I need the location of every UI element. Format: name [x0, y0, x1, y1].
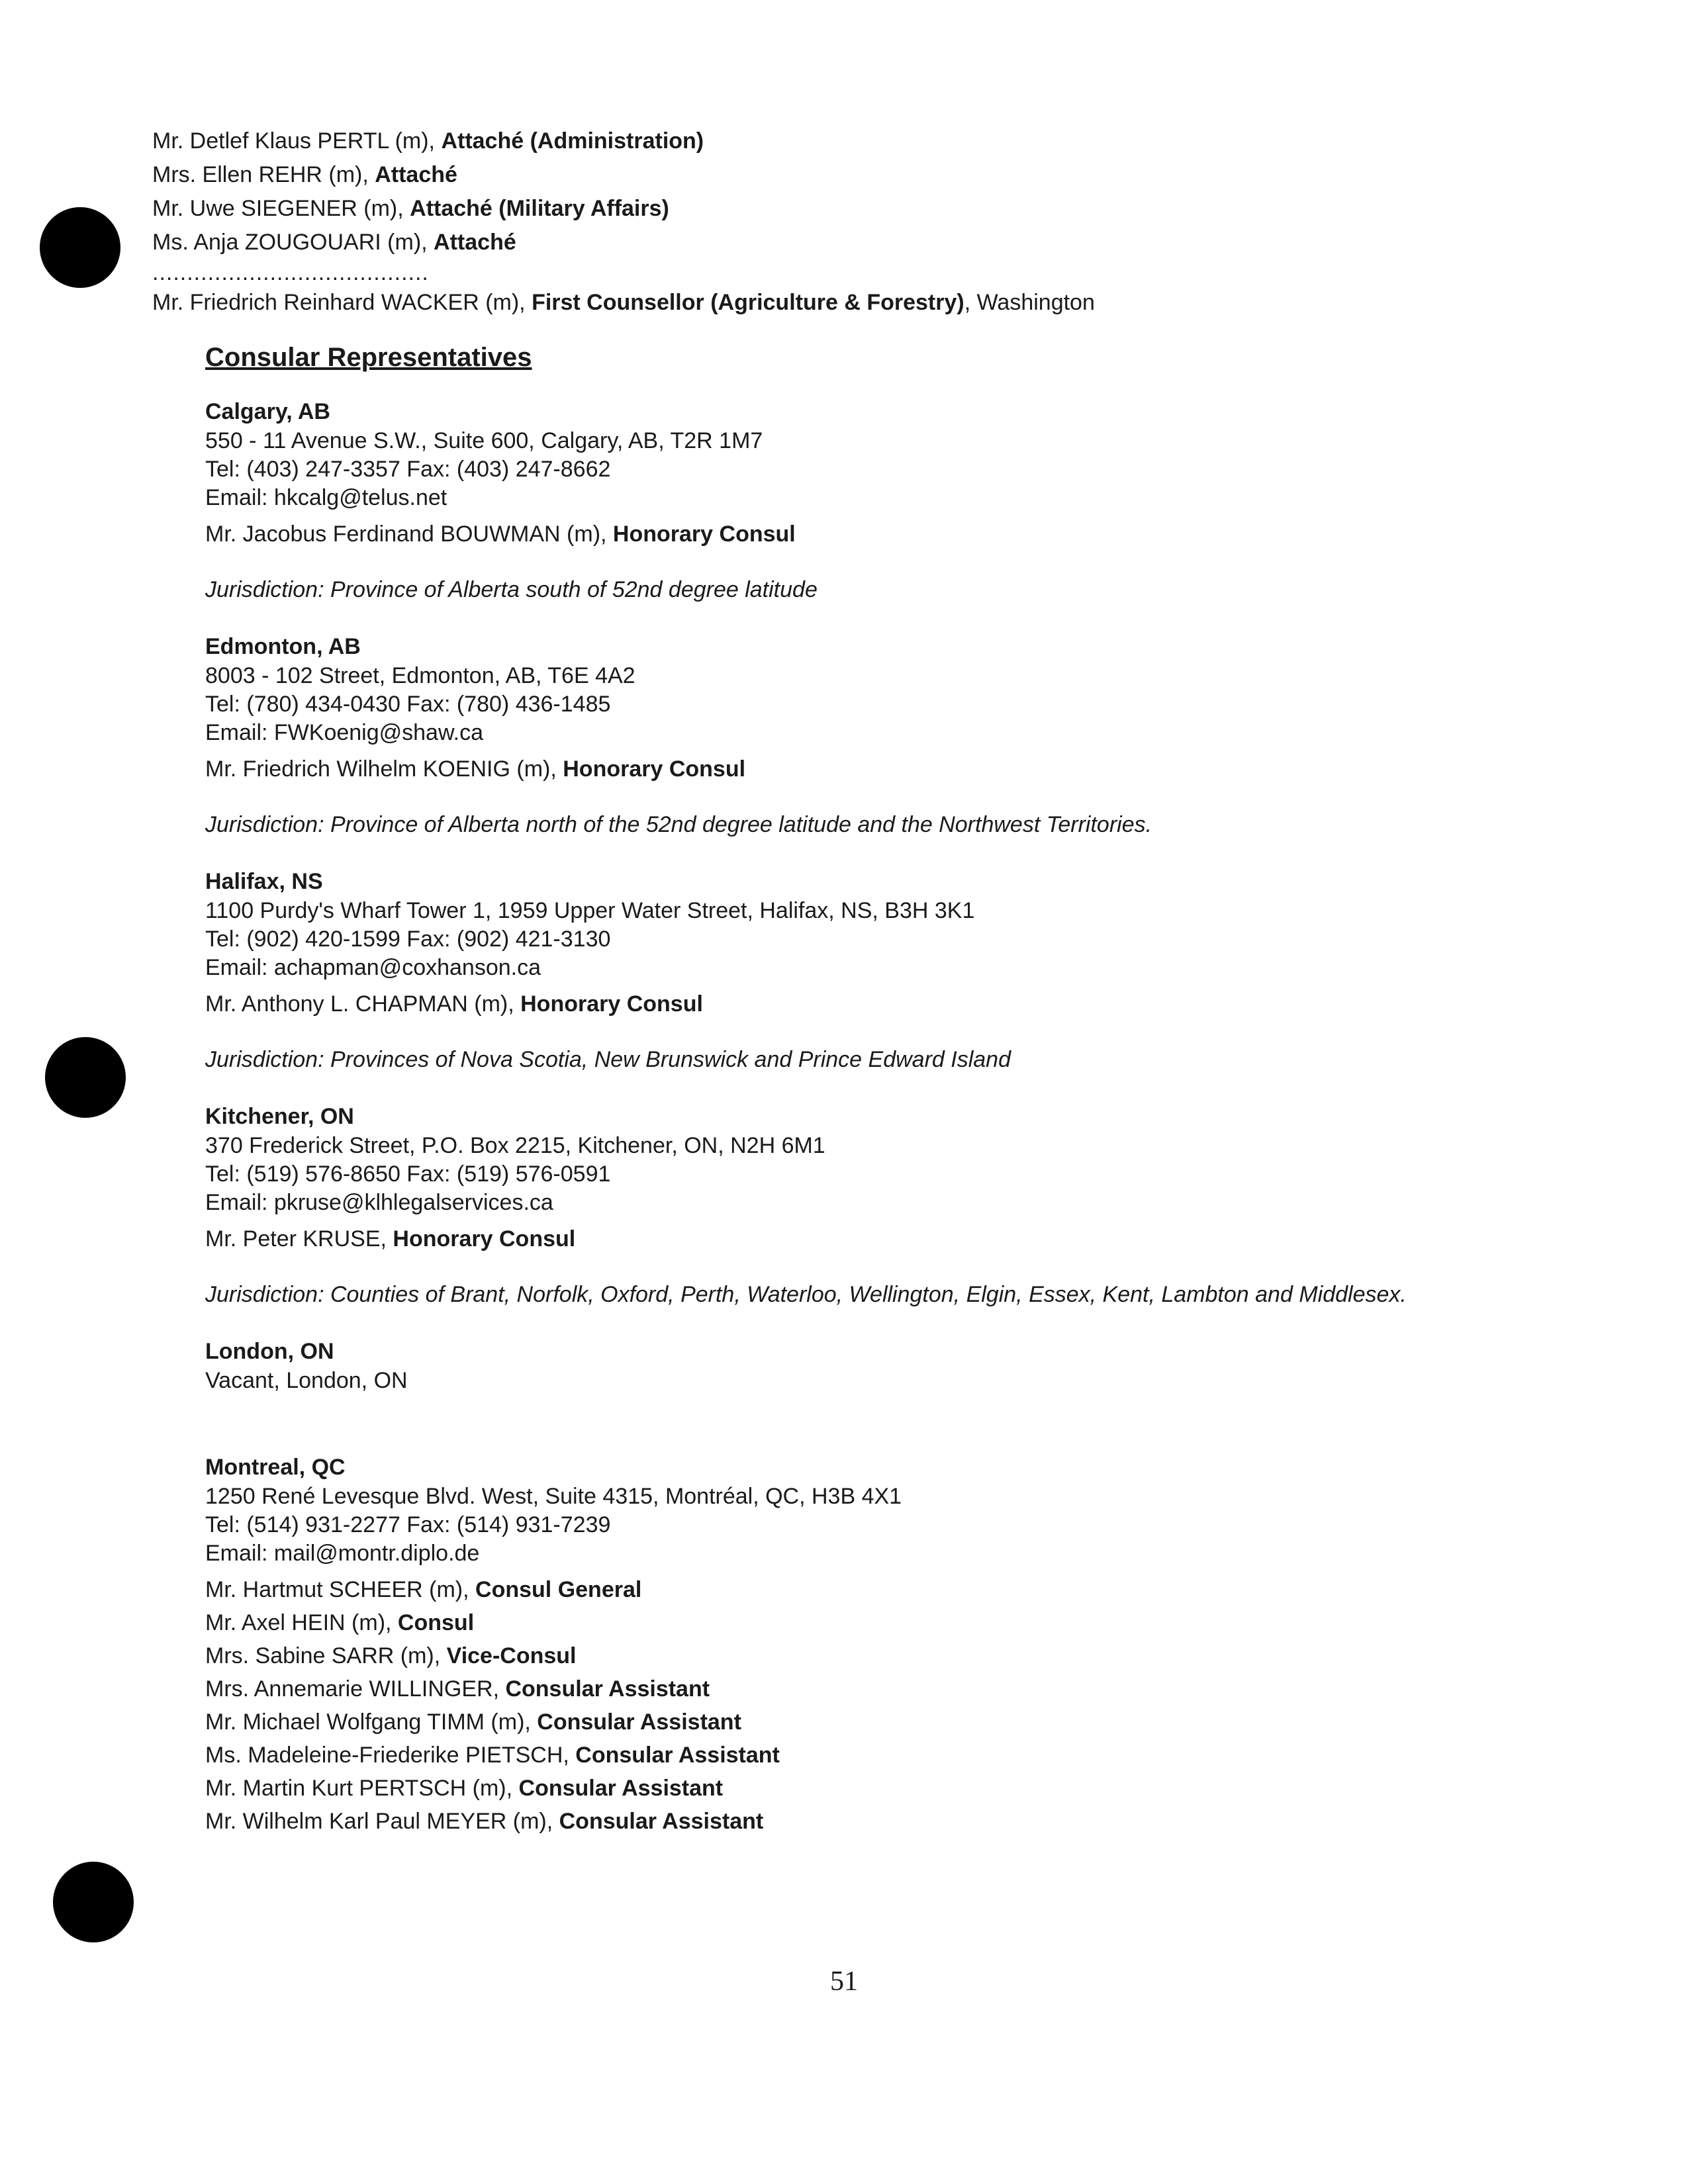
staff-name: Mr. Uwe SIEGENER (m), — [152, 196, 410, 221]
person-line — [205, 1606, 1496, 1639]
person-name: Mr. Axel HEIN (m), — [205, 1610, 398, 1635]
person-name: Mr. Anthony L. CHAPMAN (m), — [205, 991, 521, 1017]
person-name: Mr. Michael Wolfgang TIMM (m), — [205, 1709, 538, 1735]
staff-line — [152, 158, 1095, 192]
person-title: Consular Assistant — [537, 1709, 741, 1735]
consulate-entry-kitchener — [205, 1101, 1496, 1310]
phone-fax: Tel: (514) 931-2277 Fax: (514) 931-7239 — [205, 1512, 611, 1537]
address: 1100 Purdy's Wharf Tower 1, 1959 Upper Water Street, Halifax, NS, B3H 3K1 — [205, 898, 975, 923]
staff-line — [152, 286, 1095, 320]
person-name: Mr. Jacobus Ferdinand BOUWMAN (m), — [205, 522, 613, 547]
person-name: Ms. Madeleine-Friederike PIETSCH, — [205, 1743, 576, 1768]
jurisdiction: Jurisdiction: Provinces of Nova Scotia, New Brunswick and Prince Edward Island — [205, 1047, 1011, 1072]
person-title: Consular Assistant — [575, 1743, 780, 1768]
email: Email: mail@montr.diplo.de — [205, 1541, 480, 1566]
staff-title: First Counsellor (Agriculture & Forestry) — [532, 290, 964, 315]
staff-name: Mr. Friedrich Reinhard WACKER (m), — [152, 290, 532, 315]
person-title: Consular Assistant — [518, 1776, 724, 1801]
staff-line — [152, 124, 1095, 158]
staff-name: Mrs. Ellen REHR (m), — [152, 162, 375, 187]
email: Email: FWKoenig@shaw.ca — [205, 720, 484, 745]
email: Email: hkcalg@telus.net — [205, 485, 447, 510]
person-title: Consular Assistant — [559, 1809, 764, 1834]
person-line — [205, 1672, 1496, 1706]
person-name: Mr. Peter KRUSE, — [205, 1226, 393, 1251]
person-name: Mr. Hartmut SCHEER (m), — [205, 1577, 476, 1602]
consulate-entry-london — [205, 1336, 1496, 1395]
jurisdiction: Jurisdiction: Province of Alberta north of the 52nd degree latitude and the Northwest Territories. — [205, 812, 1152, 837]
city-heading: Kitchener, ON — [205, 1104, 354, 1129]
phone-fax: Tel: (902) 420-1599 Fax: (902) 421-3130 — [205, 927, 611, 952]
person-title: Honorary Consul — [393, 1226, 576, 1251]
person-name: Mrs. Annemarie WILLINGER, — [205, 1676, 506, 1702]
jurisdiction: Jurisdiction: Province of Alberta south of 52nd degree latitude — [205, 577, 818, 602]
consulate-entry-calgary — [205, 396, 1496, 605]
consulate-entry-montreal — [205, 1452, 1496, 1838]
staff-location: , Washington — [964, 290, 1095, 315]
consular-section — [205, 343, 1496, 1864]
person-name: Mr. Wilhelm Karl Paul MEYER (m), — [205, 1809, 559, 1834]
city-heading: London, ON — [205, 1339, 334, 1364]
punch-hole-top — [40, 207, 120, 288]
person-line — [205, 1772, 1496, 1805]
person-line — [205, 1222, 1496, 1255]
person-title: Consul — [397, 1610, 475, 1635]
staff-line — [152, 192, 1095, 226]
email: Email: pkruse@klhlegalservices.ca — [205, 1190, 553, 1215]
punch-hole-middle — [45, 1037, 126, 1118]
person-title: Vice-Consul — [446, 1643, 577, 1668]
staff-name: Mr. Detlef Klaus PERTL (m), — [152, 128, 442, 154]
jurisdiction: Jurisdiction: Counties of Brant, Norfolk, Oxford, Perth, Waterloo, Wellington, Elgin, Essex, Kent, Lambton and Middlesex. — [205, 1282, 1407, 1307]
person-line — [205, 752, 1496, 786]
staff-name: Ms. Anja ZOUGOUARI (m), — [152, 230, 434, 255]
address: 550 - 11 Avenue S.W., Suite 600, Calgary, AB, T2R 1M7 — [205, 428, 763, 453]
city-heading: Halifax, NS — [205, 869, 323, 894]
phone-fax: Tel: (780) 434-0430 Fax: (780) 436-1485 — [205, 692, 611, 717]
city-heading: Calgary, AB — [205, 399, 330, 424]
consulate-entry-halifax — [205, 866, 1496, 1075]
person-line — [205, 518, 1496, 551]
person-line — [205, 1639, 1496, 1672]
staff-title: Attaché (Administration) — [441, 128, 704, 154]
person-line — [205, 1739, 1496, 1772]
person-line — [205, 1573, 1496, 1606]
section-heading: Consular Representatives — [205, 343, 532, 372]
person-title: Honorary Consul — [563, 756, 746, 782]
person-name: Mr. Friedrich Wilhelm KOENIG (m), — [205, 756, 563, 782]
address: Vacant, London, ON — [205, 1368, 408, 1393]
staff-title: Attaché — [375, 162, 457, 187]
person-name: Mr. Martin Kurt PERTSCH (m), — [205, 1776, 519, 1801]
staff-line — [152, 226, 1095, 259]
staff-title: Attaché (Military Affairs) — [410, 196, 669, 221]
person-name: Mrs. Sabine SARR (m), — [205, 1643, 447, 1668]
person-title: Consular Assistant — [505, 1676, 710, 1702]
punch-hole-bottom — [53, 1862, 134, 1942]
city-heading: Montreal, QC — [205, 1455, 346, 1480]
top-staff-list — [152, 124, 1095, 320]
city-heading: Edmonton, AB — [205, 634, 361, 659]
person-line — [205, 987, 1496, 1021]
person-line — [205, 1805, 1496, 1838]
person-title: Honorary Consul — [612, 522, 796, 547]
person-title: Consul General — [475, 1577, 642, 1602]
address: 370 Frederick Street, P.O. Box 2215, Kitchener, ON, N2H 6M1 — [205, 1133, 825, 1158]
email: Email: achapman@coxhanson.ca — [205, 955, 541, 980]
person-line — [205, 1706, 1496, 1739]
page-number: 51 — [830, 1966, 858, 1997]
staff-title: Attaché — [434, 230, 516, 255]
person-title: Honorary Consul — [520, 991, 703, 1017]
address: 8003 - 102 Street, Edmonton, AB, T6E 4A2 — [205, 663, 635, 688]
phone-fax: Tel: (519) 576-8650 Fax: (519) 576-0591 — [205, 1161, 611, 1187]
dotted-separator: ........................................ — [152, 260, 429, 285]
address: 1250 René Levesque Blvd. West, Suite 4315, Montréal, QC, H3B 4X1 — [205, 1484, 902, 1509]
phone-fax: Tel: (403) 247-3357 Fax: (403) 247-8662 — [205, 457, 611, 482]
consulate-entry-edmonton — [205, 631, 1496, 840]
